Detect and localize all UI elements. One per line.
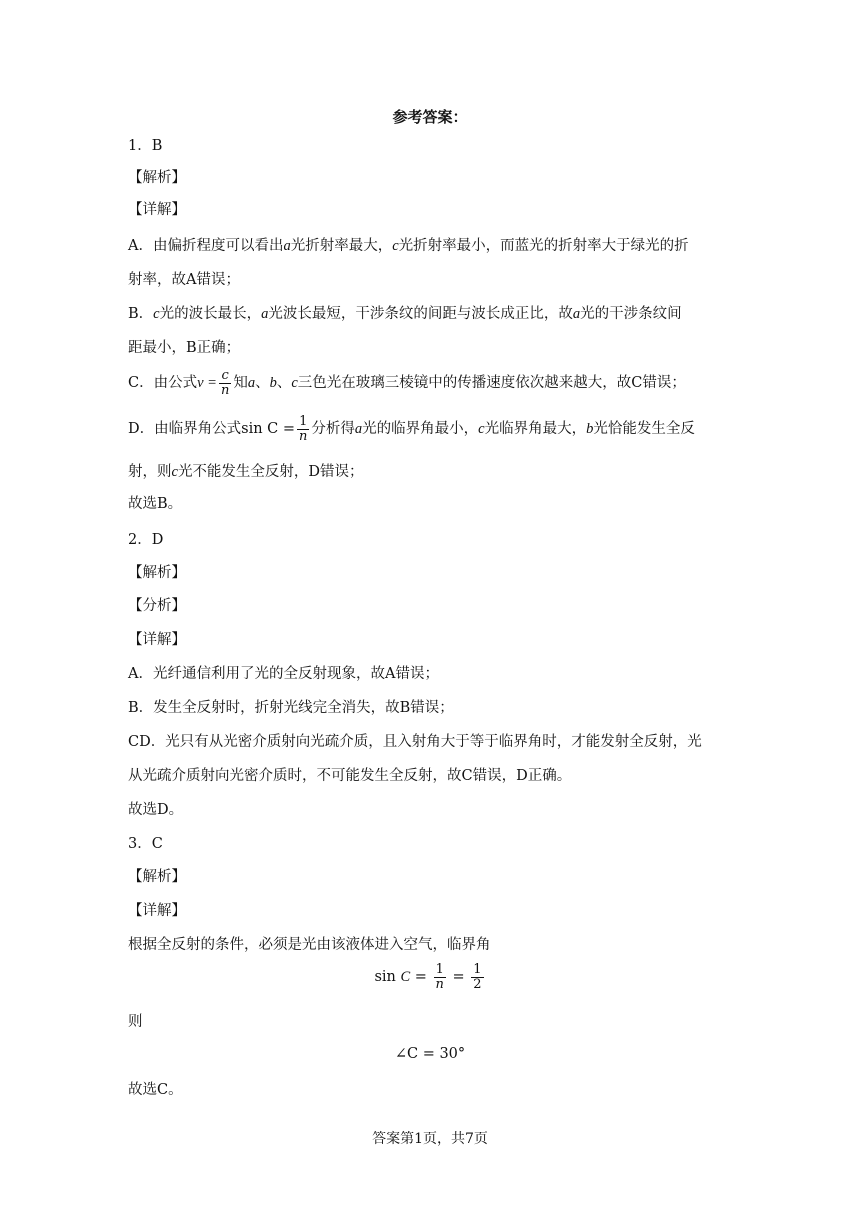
q1-option-d-line2 xyxy=(128,462,364,482)
q2-answer: 2．D xyxy=(128,532,164,548)
var: c xyxy=(392,238,399,254)
sep: 、 xyxy=(255,375,270,391)
denominator: n xyxy=(435,976,444,992)
var: a xyxy=(354,421,363,437)
denominator: n xyxy=(299,428,308,444)
q2-tag-analysis: 【解析】 xyxy=(128,565,186,581)
q1-option-b-line2: 距最小，B正确； xyxy=(128,340,241,356)
var: a xyxy=(261,306,269,322)
q3-conclusion: 故选C。 xyxy=(128,1082,183,1098)
q3-equation-2: ∠C = 30° xyxy=(394,1046,466,1062)
text: 光波长最短，干涉条纹的间距与波长成正比，故 xyxy=(268,306,573,322)
text: 光不能发生全反射，D错误； xyxy=(177,464,364,480)
denominator: n xyxy=(220,382,230,398)
var: c xyxy=(291,375,298,391)
text: 光折射率最大， xyxy=(290,238,393,254)
text: D．由临界角公式 xyxy=(128,421,242,437)
sep: 、 xyxy=(276,375,292,391)
q1-option-b-line1 xyxy=(128,304,682,324)
var: c xyxy=(171,464,178,480)
var: C xyxy=(400,969,411,985)
text: = xyxy=(452,969,465,985)
formula-lhs: sin C = xyxy=(241,421,296,437)
q2-option-b: B．发生全反射时，折射光线完全消失，故B错误； xyxy=(128,700,454,716)
text: 光的波长最长， xyxy=(159,306,262,322)
var: a xyxy=(247,375,256,391)
text: 光折射率最小，而蓝光的折射率大于绿光的折 xyxy=(398,238,689,254)
text: A．由偏折程度可以看出 xyxy=(128,238,284,254)
fraction xyxy=(219,369,231,398)
text: C．由公式 xyxy=(128,375,198,391)
q2-option-cd-line2: 从光疏介质射向光密介质时，不可能发生全反射，故C错误，D正确。 xyxy=(128,768,572,784)
text: 光恰能发生全反 xyxy=(593,421,695,437)
numerator: 1 xyxy=(434,963,446,978)
text: 分析得 xyxy=(311,421,355,437)
q2-option-cd-line1: CD．光只有从光密介质射向光疏介质，且入射角大于等于临界角时，才能发射全反射，光 xyxy=(128,734,702,750)
text: = xyxy=(414,969,427,985)
text: sin xyxy=(374,969,396,985)
formula-lhs: v = xyxy=(197,375,217,391)
q1-option-d-line1 xyxy=(128,414,695,444)
q2-option-a: A．光纤通信利用了光的全反射现象，故A错误； xyxy=(128,666,439,682)
q3-tag-analysis: 【解析】 xyxy=(128,869,186,885)
fraction xyxy=(471,963,483,992)
q3-equation-1 xyxy=(0,962,860,992)
q2-conclusion: 故选D。 xyxy=(128,802,184,818)
page-footer: 答案第1页，共7页 xyxy=(372,1131,488,1147)
q1-option-a-line1 xyxy=(128,236,689,256)
q1-tag-analysis: 【解析】 xyxy=(128,170,186,186)
q3-tag-detail: 【详解】 xyxy=(128,903,186,919)
q3-answer: 3．C xyxy=(128,836,163,852)
q3-then: 则 xyxy=(128,1014,143,1030)
var: b xyxy=(586,421,594,437)
q1-answer: 1．B xyxy=(128,138,163,154)
var: a xyxy=(283,238,291,254)
q3-text: 根据全反射的条件，必须是光由该液体进入空气，临界角 xyxy=(128,937,491,953)
var: b xyxy=(269,375,277,391)
text: 射，则 xyxy=(128,464,172,480)
numerator: c xyxy=(219,369,231,384)
q1-option-a-line2: 射率，故A错误； xyxy=(128,272,240,288)
numerator: 1 xyxy=(473,961,482,977)
q1-tag-detail: 【详解】 xyxy=(128,202,186,218)
q2-tag-fenxi: 【分析】 xyxy=(128,598,186,614)
q1-option-c xyxy=(128,368,686,398)
text: 光的临界角最小， xyxy=(362,421,479,437)
var: a xyxy=(572,306,581,322)
text: B． xyxy=(128,306,154,322)
text: 知 xyxy=(233,375,248,391)
fraction xyxy=(297,415,309,444)
q1-conclusion: 故选B。 xyxy=(128,496,183,512)
var: c xyxy=(153,306,160,322)
text: 光临界角最大， xyxy=(484,421,587,437)
var: c xyxy=(478,421,485,437)
text: 光的干涉条纹间 xyxy=(580,306,682,322)
text: 三色光在玻璃三棱镜中的传播速度依次越来越大，故C错误； xyxy=(297,375,686,391)
fraction xyxy=(434,963,446,992)
q2-tag-detail: 【详解】 xyxy=(128,632,186,648)
numerator: 1 xyxy=(297,415,309,430)
denominator: 2 xyxy=(473,976,482,992)
page-title: 参考答案： xyxy=(392,108,468,126)
